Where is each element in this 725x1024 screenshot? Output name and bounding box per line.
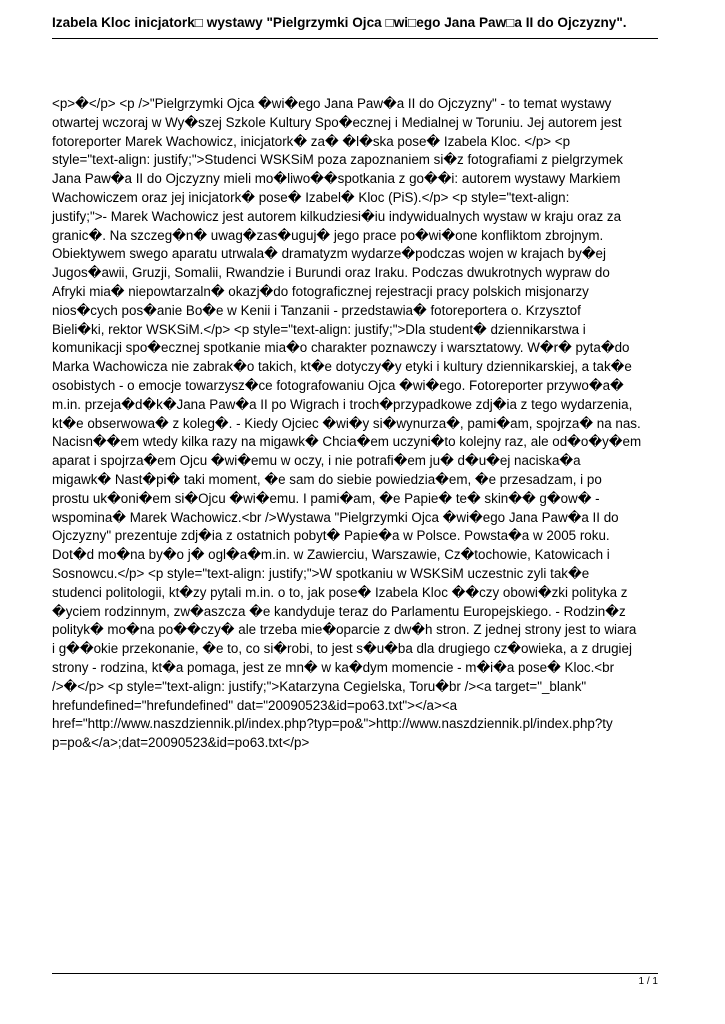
- body-line: m.in. przeja�d�k�Jana Paw�a II po Wigrach i troch�przypadkowe zdj�ia z tego wydarzenia,: [52, 396, 633, 412]
- body-line: polityk� mo�na po��czy� ale trzeba mie�oparcie z dw�h stron. Z jednej strony jest to wiara: [52, 622, 637, 638]
- body-line: nios�cych pos�anie Bo�e w Kenii i Tanzanii - przedstawia� fotoreportera o. Krzysztof: [52, 302, 581, 318]
- footer-divider: [52, 973, 658, 974]
- body-line: hrefundefined="hrefundefined" dat="20090523&id=po63.txt"></a><a: [52, 697, 458, 713]
- body-line: Sosnowcu.</p> <p style="text-align: justify;">W spotkaniu w WSKSiM uczestnic zyli tak�e: [52, 565, 590, 581]
- body-line: Jana Paw�a II do Ojczyzny mieli mo�liwo��spotkania z go��i: autorem wystawy Markiem: [52, 171, 621, 187]
- body-line: strony - rodzina, kt�a pomaga, jest ze mn� w ka�dym momencie - m�i�a pose� Kloc.<br: [52, 659, 615, 675]
- article-body: [52, 95, 672, 753]
- body-line: granic�. Na szczeg�n� uwag�zas�uguj� jego prace po�wi�one konfliktom zbrojnym.: [52, 227, 604, 243]
- body-line: p=po&</a>;dat=20090523&id=po63.txt</p>: [52, 735, 310, 751]
- body-line: fotoreporter Marek Wachowicz, inicjatork� za� �l�ska pose� Izabela Kloc. </p> <p: [52, 133, 571, 149]
- body-line: komunikacji spo�ecznej spotkanie mia�o charakter poznawczy i warsztatowy. W�r� pyta�do: [52, 340, 630, 356]
- body-line: i g��okie przekonanie, �e to, co si�robi, to jest s�u�ba dla drugiego cz�owieka, a z drugiej: [52, 641, 632, 657]
- body-line: Obiektywem swego aparatu utrwala� dramatyzm wydarze�podczas wojen w krajach by�ej: [52, 246, 606, 262]
- body-line: justify;">- Marek Wachowicz jest autorem kilkudziesi�iu indywidualnych wystaw w kraju oraz za: [52, 208, 622, 224]
- body-line: otwartej wczoraj w Wy�szej Szkole Kultury Spo�ecznej i Medialnej w Toruniu. Jej autorem jest: [52, 114, 622, 130]
- body-line: <p>�</p> <p />"Pielgrzymki Ojca �wi�ego Jana Paw�a II do Ojczyzny" - to temat wystawy: [52, 96, 612, 111]
- body-line: Bieli�ki, rektor WSKSiM.</p> <p style="text-align: justify;">Dla student� dziennikarstwa i: [52, 321, 586, 337]
- body-line: href="http://www.naszdziennik.pl/index.php?typ=po&">http://www.naszdziennik.pl/index.php?ty: [52, 716, 613, 732]
- body-line: Jugos�awii, Gruzji, Somalii, Rwandzie i Burundi oraz Iraku. Podczas dwukrotnych wypraw do: [52, 265, 610, 281]
- body-line: studenci politologii, kt�zy pytali m.in. o to, jak pose� Izabela Kloc ��czy obowi�zki polityka z: [52, 584, 628, 600]
- body-line: Afryki mia� niepowtarzaln� okazj�do fotograficznej rejestracji pracy polskich misjonarzy: [52, 283, 589, 299]
- body-line: Dot�d mo�na by�o j� ogl�a�m.in. w Zawierciu, Warszawie, Cz�tochowie, Katowicach i: [52, 547, 610, 563]
- body-line: prostu uk�oni�em si�Ojcu �wi�emu. I pami�am, �e Papie� te� skin�� g�ow� -: [52, 490, 600, 506]
- page-title: Izabela Kloc inicjatork□ wystawy "Pielgrzymki Ojca □wi□ego Jana Paw□a II do Ojczyzny".: [52, 15, 627, 30]
- header-divider: [52, 38, 658, 39]
- body-line: kt�e obserwowa� z koleg�. - Kiedy Ojciec �wi�y si�wynurza�, pami�am, spojrza� na nas.: [52, 415, 641, 431]
- body-line: Nacisn��em wtedy kilka razy na migawk� Chcia�em uczyni�to kolejny raz, ale od�o�y�em: [52, 434, 642, 450]
- body-line: �yciem rodzinnym, zw�aszcza �e kandyduje teraz do Parlamentu Europejskiego. - Rodzin�z: [52, 603, 626, 619]
- body-line: Wachowiczem oraz jej inicjatork� pose� Izabel� Kloc (PiS).</p> <p style="text-align:: [52, 189, 570, 205]
- body-line: osobistych - o emocje towarzysz�ce fotografowaniu Ojca �wi�ego. Fotoreporter przywo�a�: [52, 377, 624, 393]
- body-line: Marka Wachowicza nie zabrak�o takich, kt�e dotyczy�y etyki i kultury dziennikarskiej, a tak�e: [52, 359, 632, 375]
- body-line: />�</p> <p style="text-align: justify;">Katarzyna Cegielska, Toru�br /><a target="_blank": [52, 678, 587, 694]
- body-line: style="text-align: justify;">Studenci WSKSiM poza zapoznaniem si�z fotografiami z pielgrzymek: [52, 152, 623, 168]
- body-line: migawk� Nast�pi� taki moment, �e sam do siebie powiedzia�em, �e przesadzam, i po: [52, 471, 602, 487]
- body-line: aparat i spojrza�em Ojcu �wi�emu w oczy, i nie potrafi�em ju� d�u�ej naciska�a: [52, 453, 581, 469]
- body-line: wspomina� Marek Wachowicz.<br />Wystawa "Pielgrzymki Ojca �wi�ego Jana Paw�a II do: [52, 509, 619, 525]
- body-line: Ojczyzny" prezentuje zdj�ia z ostatnich pobyt� Papie�a w Polsce. Powsta�a w 2005 roku.: [52, 528, 610, 544]
- page-number: 1 / 1: [638, 976, 658, 987]
